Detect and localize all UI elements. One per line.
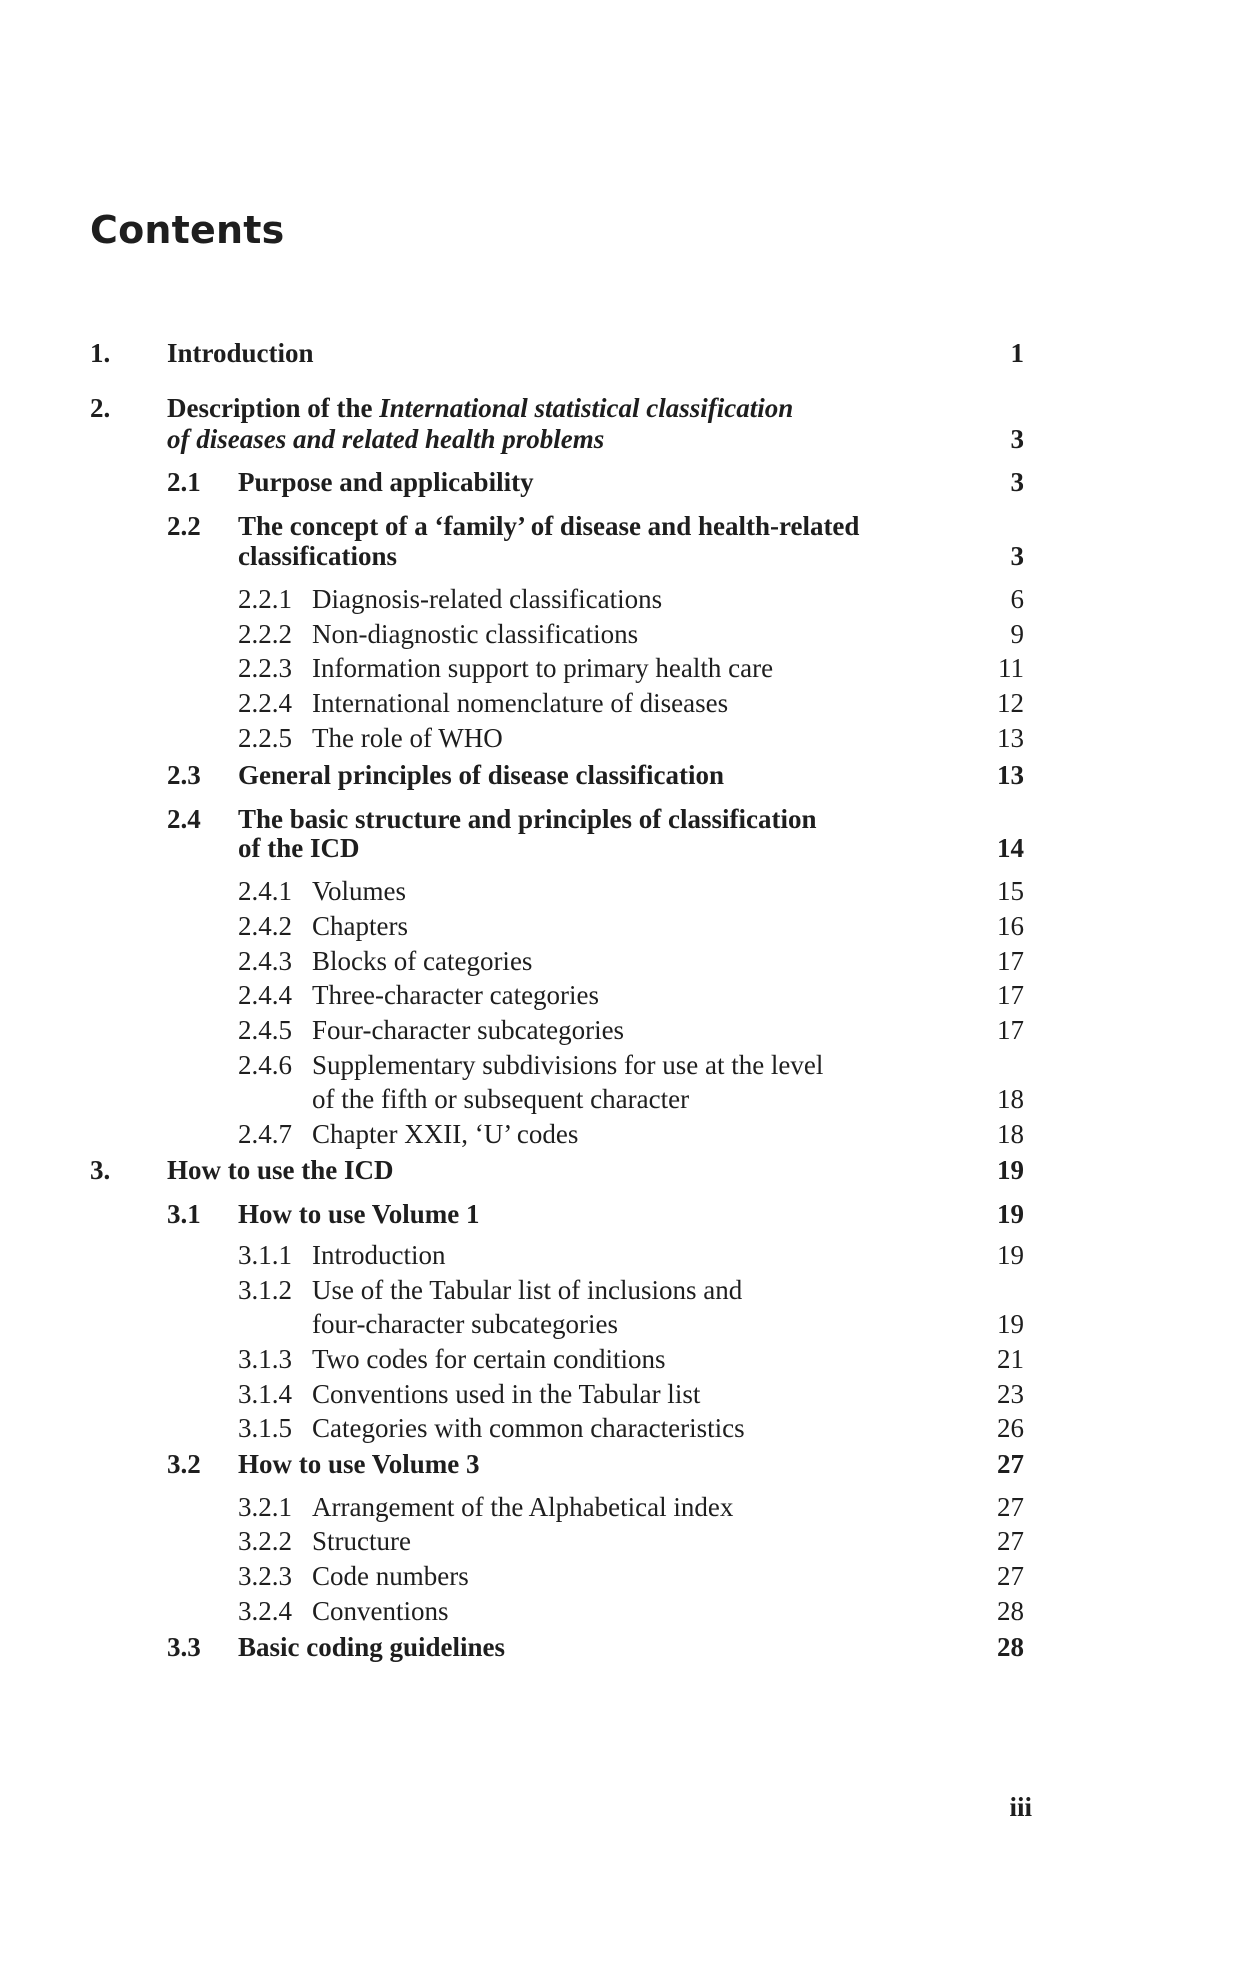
toc-number: 2.2.5 — [238, 723, 292, 753]
toc-title: Volumes — [312, 876, 407, 906]
toc-title: How to use Volume 3 — [238, 1449, 480, 1479]
toc-page: 6 — [1010, 584, 1024, 614]
toc-page: 15 — [997, 876, 1024, 906]
toc-title: Categories with common characteristics — [312, 1413, 745, 1443]
toc-page: 19 — [997, 1240, 1024, 1270]
toc-page: 3 — [1010, 424, 1024, 454]
toc-title-line-1: Use of the Tabular list of inclusions and — [312, 1275, 743, 1305]
toc-page: 19 — [997, 1155, 1024, 1185]
toc-page: 1 — [1010, 338, 1024, 368]
toc-page: 12 — [997, 688, 1024, 718]
toc-number: 3.2.3 — [238, 1561, 292, 1591]
toc-title: Conventions — [312, 1596, 449, 1626]
toc-page: 17 — [997, 980, 1024, 1010]
toc-number: 3.2 — [167, 1449, 201, 1479]
toc-number: 2.1 — [167, 467, 201, 497]
toc-page: 21 — [997, 1344, 1024, 1374]
toc-number: 1. — [90, 338, 111, 368]
toc-page: 11 — [998, 653, 1024, 683]
toc-page: 16 — [997, 911, 1024, 941]
toc-title: Code numbers — [312, 1561, 469, 1591]
toc-page: 27 — [997, 1449, 1024, 1479]
toc-number: 3.1 — [167, 1199, 201, 1229]
toc-number: 2.2.3 — [238, 653, 292, 683]
toc-title: Basic coding guidelines — [238, 1632, 506, 1662]
toc-title-line-1: Supplementary subdivisions for use at the level — [312, 1050, 824, 1080]
toc-title: How to use the ICD — [167, 1155, 394, 1185]
toc-number: 2. — [90, 393, 111, 423]
toc-page: 27 — [997, 1492, 1024, 1522]
toc-title: Four-character subcategories — [312, 1015, 625, 1045]
toc-title: Purpose and applicability — [238, 467, 534, 497]
toc-number: 3.1.3 — [238, 1344, 292, 1374]
toc-page: 3 — [1010, 541, 1024, 571]
toc-page: 23 — [997, 1379, 1024, 1409]
toc-title-line-1: The concept of a ‘family’ of disease and health-related — [238, 511, 860, 541]
toc-title-plain: Description of the — [167, 393, 380, 423]
toc-page: 26 — [997, 1413, 1024, 1443]
toc-number: 2.4.2 — [238, 911, 292, 941]
toc-page: 3 — [1010, 467, 1024, 497]
toc-page: 18 — [997, 1084, 1024, 1114]
toc-title: Chapters — [312, 911, 408, 941]
toc-title: The role of WHO — [312, 723, 503, 753]
toc-title: General principles of disease classification — [238, 760, 724, 790]
toc-page: 13 — [997, 760, 1024, 790]
toc-page: 19 — [997, 1309, 1024, 1339]
toc-title-line-1: The basic structure and principles of classification — [238, 804, 817, 834]
toc-title: International nomenclature of diseases — [312, 688, 729, 718]
toc-number: 3.1.4 — [238, 1379, 292, 1409]
toc-number: 3.1.1 — [238, 1240, 292, 1270]
toc-title-italic: International statistical classification — [379, 393, 794, 423]
toc-title: Introduction — [312, 1240, 446, 1270]
toc-title: Arrangement of the Alphabetical index — [312, 1492, 734, 1522]
toc-page: 28 — [997, 1596, 1024, 1626]
toc-number: 2.3 — [167, 760, 201, 790]
toc-page: 9 — [1010, 619, 1024, 649]
toc-title-line-1 — [167, 393, 793, 423]
toc-title: Structure — [312, 1526, 411, 1556]
toc-page: 17 — [997, 946, 1024, 976]
toc-number: 3.3 — [167, 1632, 201, 1662]
toc-title-line-2: of diseases and related health problems — [167, 424, 605, 454]
toc-title: Non-diagnostic classifications — [312, 619, 639, 649]
toc-number: 2.4.7 — [238, 1119, 292, 1149]
toc-number: 2.4.1 — [238, 876, 292, 906]
toc-page: 14 — [997, 833, 1024, 863]
toc-number: 2.2.1 — [238, 584, 292, 614]
toc-title: Conventions used in the Tabular list — [312, 1379, 701, 1409]
toc-page: 13 — [997, 723, 1024, 753]
toc-number: 2.4.4 — [238, 980, 292, 1010]
page-number: iii — [1009, 1792, 1032, 1822]
toc-title-line-2: four-character subcategories — [312, 1309, 619, 1339]
toc-title: Information support to primary health care — [312, 653, 774, 683]
toc-number: 2.2 — [167, 511, 201, 541]
page-title: Contents — [90, 208, 285, 252]
toc-number: 2.4.6 — [238, 1050, 292, 1080]
toc-number: 2.4.5 — [238, 1015, 292, 1045]
toc-title: Two codes for certain conditions — [312, 1344, 666, 1374]
toc-number: 2.2.2 — [238, 619, 292, 649]
toc-title-line-2: of the ICD — [238, 833, 360, 863]
toc-title: Introduction — [167, 338, 314, 368]
toc-title-line-2: classifications — [238, 541, 397, 571]
toc-number: 3.1.2 — [238, 1275, 292, 1305]
toc-number: 3.2.4 — [238, 1596, 292, 1626]
toc-page: 19 — [997, 1199, 1024, 1229]
toc-page: 17 — [997, 1015, 1024, 1045]
toc-title: Chapter XXII, ‘U’ codes — [312, 1119, 579, 1149]
toc-number: 2.4.3 — [238, 946, 292, 976]
toc-number: 2.2.4 — [238, 688, 292, 718]
toc-page: 28 — [997, 1632, 1024, 1662]
toc-number: 3. — [90, 1155, 111, 1185]
toc-title: Diagnosis-related classifications — [312, 584, 663, 614]
toc-page: 18 — [997, 1119, 1024, 1149]
toc-title: How to use Volume 1 — [238, 1199, 480, 1229]
toc-page: 27 — [997, 1526, 1024, 1556]
toc-title: Blocks of categories — [312, 946, 533, 976]
toc-number: 3.2.2 — [238, 1526, 292, 1556]
toc-number: 3.1.5 — [238, 1413, 292, 1443]
toc-number: 3.2.1 — [238, 1492, 292, 1522]
toc-title-line-2: of the fifth or subsequent character — [312, 1084, 690, 1114]
toc-page: 27 — [997, 1561, 1024, 1591]
toc-title: Three-character categories — [312, 980, 600, 1010]
toc-number: 2.4 — [167, 804, 201, 834]
